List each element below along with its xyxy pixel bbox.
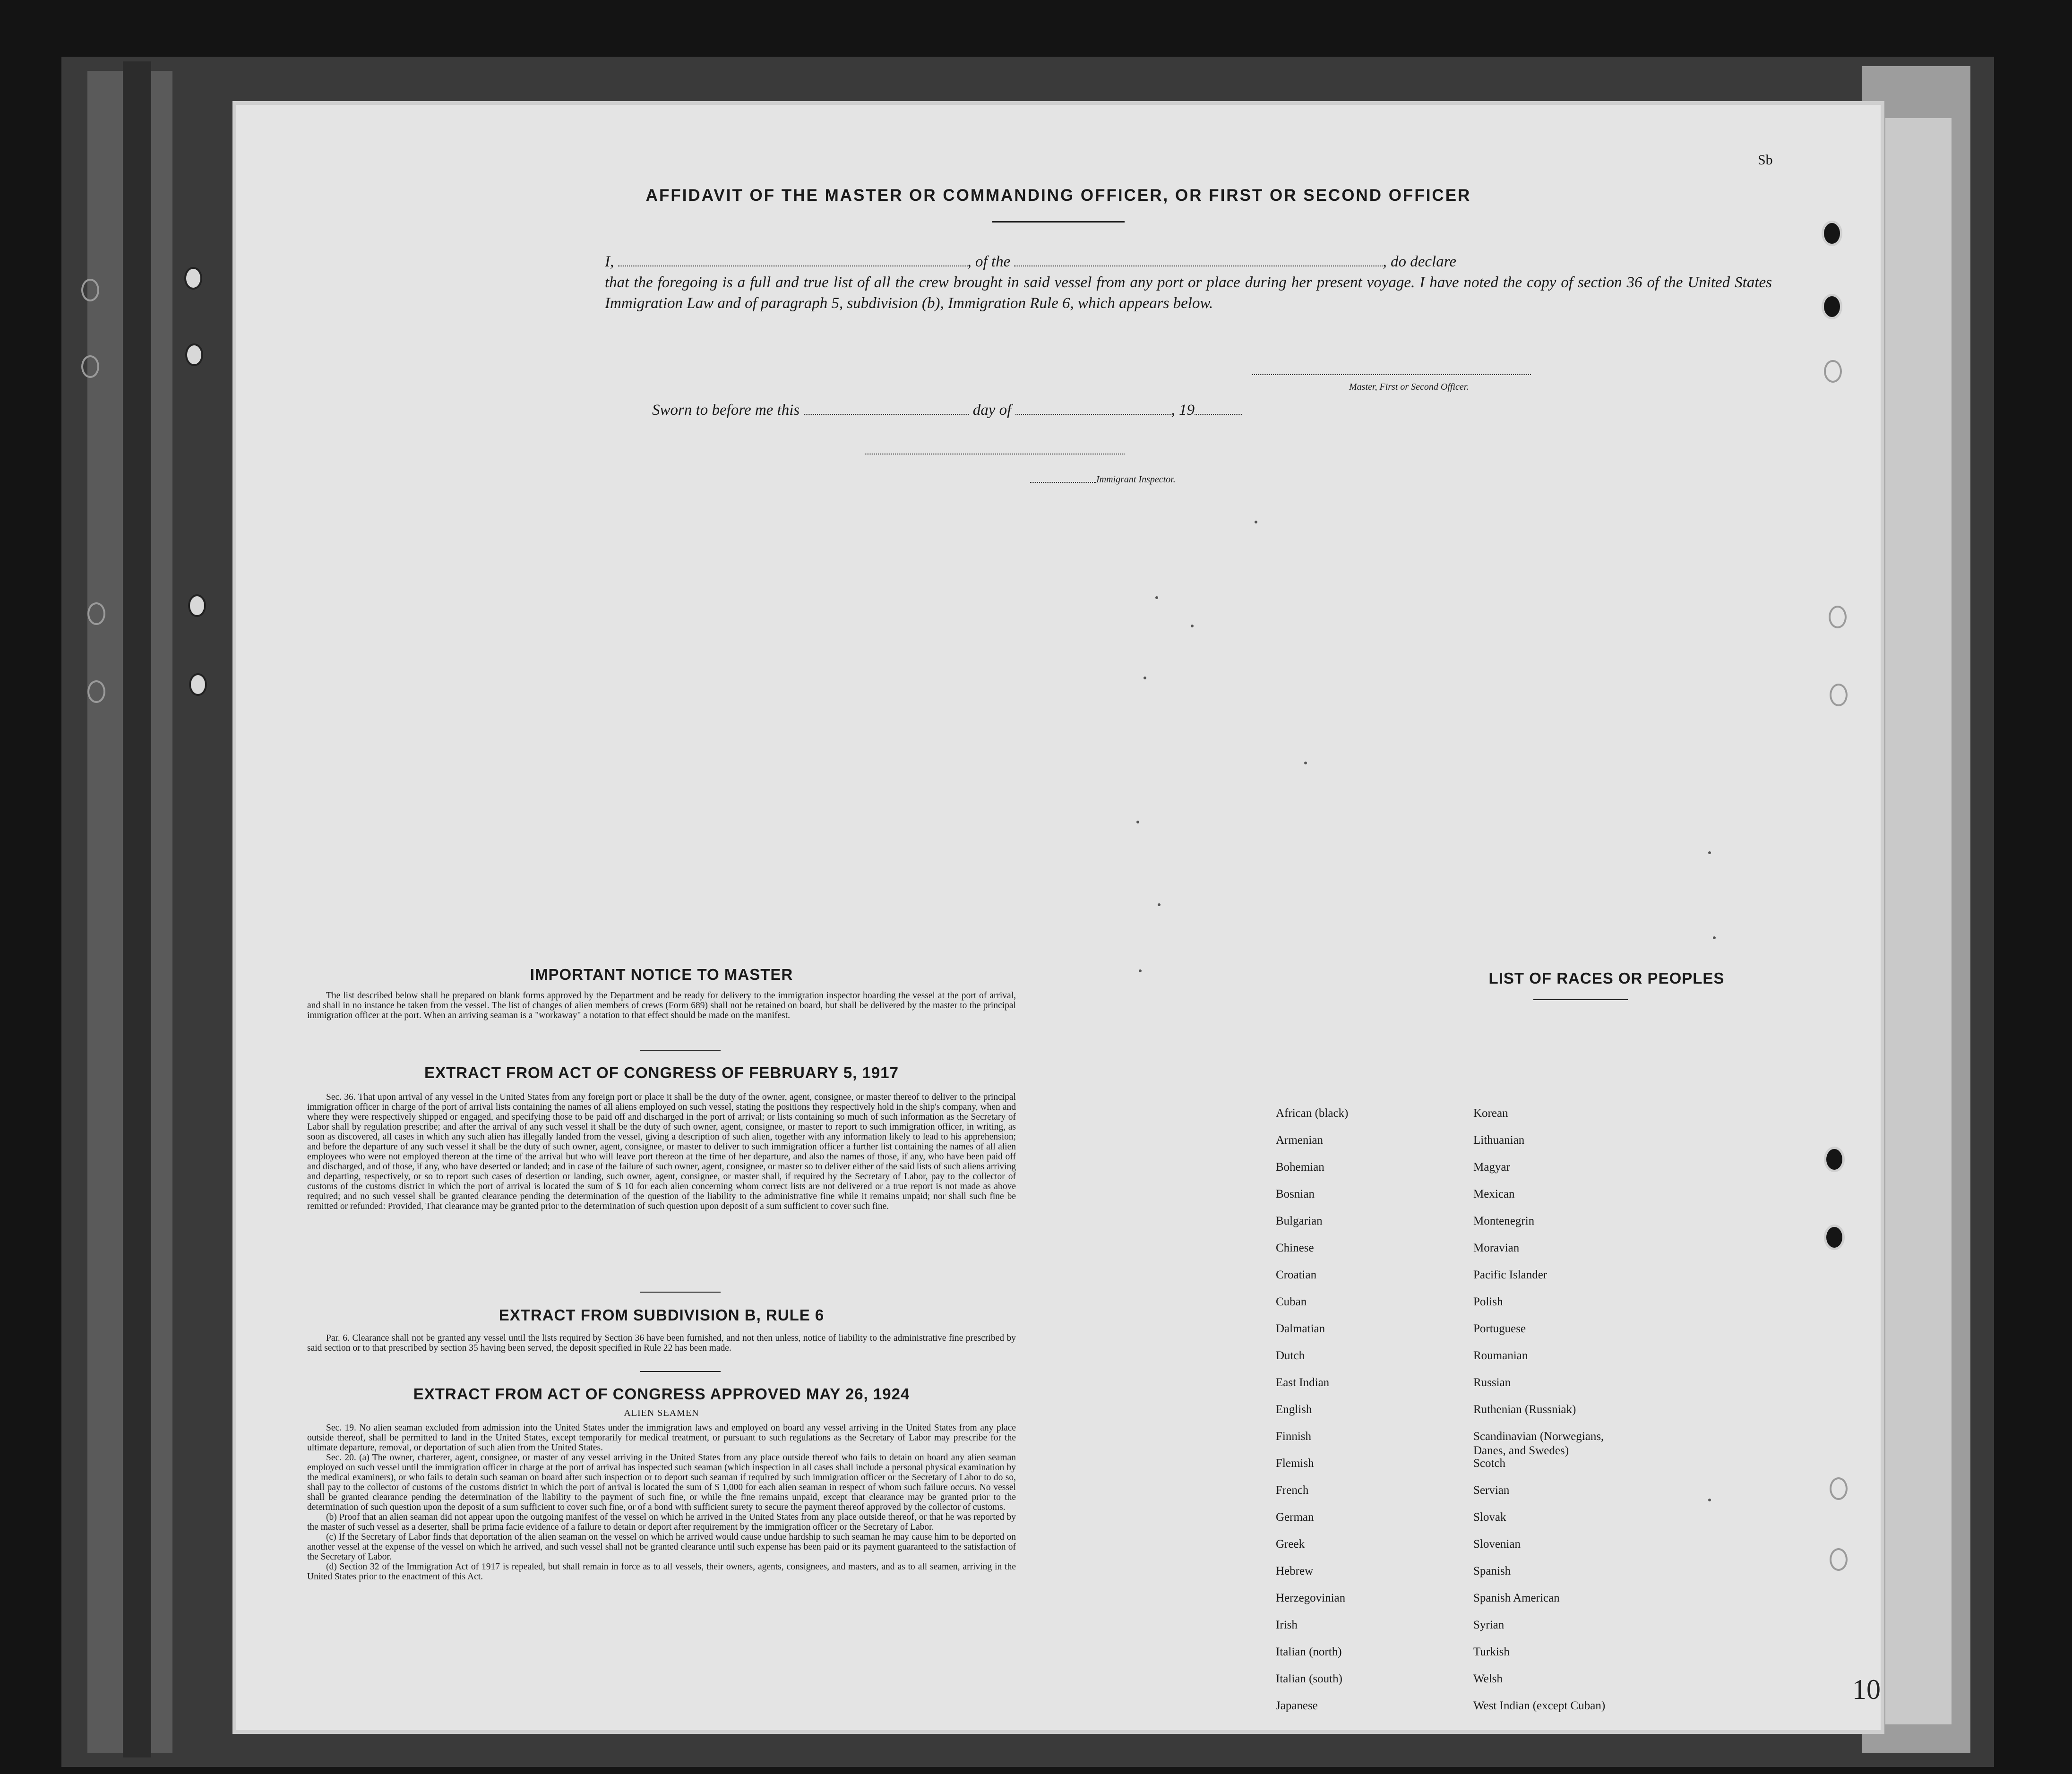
punch-hole <box>1822 221 1842 246</box>
race-item: German <box>1276 1511 1314 1524</box>
race-item: Bohemian <box>1276 1161 1324 1174</box>
binder-spine-shadow <box>123 61 151 1757</box>
punch-hole-outline <box>1829 606 1847 628</box>
scan-speck <box>1708 1499 1711 1501</box>
extract-1924-title: EXTRACT FROM ACT OF CONGRESS APPROVED MAY 26, 1924 <box>413 1385 910 1403</box>
punch-hole-outline <box>1824 360 1842 383</box>
race-item: Chinese <box>1276 1242 1314 1254</box>
races-left-column <box>1276 1106 1348 1726</box>
race-item: Turkish <box>1473 1645 1510 1658</box>
month-blank[interactable] <box>1015 403 1171 415</box>
race-item: Scotch <box>1473 1457 1506 1470</box>
race-item: East Indian <box>1276 1376 1330 1389</box>
punch-hole-outline <box>1830 1477 1848 1500</box>
scan-speck <box>1304 762 1307 764</box>
race-item: Russian <box>1473 1376 1511 1389</box>
scan-speck <box>1139 969 1142 972</box>
binder-ring <box>87 680 105 703</box>
notice-title: IMPORTANT NOTICE TO MASTER <box>530 966 793 983</box>
extract-1924-paragraph: (d) Section 32 of the Immigration Act of 1917 is repealed, but shall remain in force as to all vessels, their owners, agents, consignees, and masters, and as to all seamen, arriving in the United States prior to the enactment of this Act. <box>307 1562 1016 1582</box>
race-item: French <box>1276 1484 1309 1497</box>
inspector-caption: Immigrant Inspector. <box>1096 474 1176 485</box>
sworn-day: day of <box>972 402 1012 419</box>
race-item: West Indian (except Cuban) <box>1473 1699 1606 1712</box>
officer-caption: Master, First or Second Officer. <box>1349 382 1469 392</box>
page-number: 10 <box>1852 1674 1881 1705</box>
race-item: Slovak <box>1473 1511 1506 1524</box>
scan-speck <box>1136 821 1139 823</box>
vessel-blank[interactable] <box>1014 253 1383 266</box>
inspector-caption-leader <box>1030 482 1096 483</box>
name-blank[interactable] <box>618 253 968 266</box>
race-item: Bosnian <box>1276 1188 1315 1200</box>
extract-1924-paragraph: Sec. 19. No alien seaman excluded from admission into the United States under the immigration laws and employed on board any vessel arriving in the United States from any place outside thereof, shall be permitted to land in the United States, except temporarily for medical treatment, or pursuant to such regulations as the Secretary of Labor may prescribe for the ultimate departure, removal, or deportation of such alien from the United States. <box>307 1423 1016 1453</box>
race-item: Scandinavian (Norwegians, Danes, and Swedes) <box>1473 1430 1604 1457</box>
binder-ring <box>81 355 99 378</box>
race-item: Italian (south) <box>1276 1672 1342 1685</box>
race-item: Spanish American <box>1473 1592 1560 1604</box>
extract-1924-paragraph: Sec. 20. (a) The owner, charterer, agent, consignee, or master of any vessel arriving in the United States from any place outside thereof who fails to detain on board any alien seaman employed on such vessel until the immigration officer in charge at the port of arrival has inspected such seaman (which inspection in all cases shall include a personal physical examination by the medical examiners), or who fails to detain such seaman on board after such inspection or to deport such seaman if required by such immigration officer or the Secretary of Labor to do so, shall pay to the collector of customs of the customs district in which the port of arrival is located the sum of $ 1,000 for each alien seaman in respect of whom such failure occurs. No vessel shall be granted clearance pending the determination of the liability to the payment of such fine, or while the fine remains unpaid, except that clearance may be granted prior to the determination of such question upon the deposit of a sum sufficient to cover such fine, or of a bond with sufficient surety to secure the payment thereof approved by the collector of customs. <box>307 1453 1016 1512</box>
race-item: Montenegrin <box>1473 1215 1535 1227</box>
binder-ring <box>87 602 105 625</box>
binder-ring <box>185 343 203 366</box>
race-item: Moravian <box>1473 1242 1520 1254</box>
race-item: Flemish <box>1276 1457 1314 1470</box>
race-item: Welsh <box>1473 1672 1503 1685</box>
section-rule <box>640 1292 721 1293</box>
extract-1924-paragraph: (b) Proof that an alien seaman did not appear upon the outgoing manifest of the vessel on which he arrived in the United States from any place outside thereof, or that he was reported by the master of such vessel as a deserter, shall be prima facie evidence of a failure to detain or deport after requirement by the immigration officer or the Secretary of Labor. <box>307 1512 1016 1532</box>
underlying-sheet-edge <box>1885 118 1952 1724</box>
race-item: Italian (north) <box>1276 1645 1342 1658</box>
extract-rule6-paragraph: Par. 6. Clearance shall not be granted any vessel until the lists required by Section 36 have been furnished, and not then unless, notice of liability to the administrative fine prescribed by said section or to that prescribed by section 35 having been served, the deposit specified in Rule 22 has been made. <box>307 1333 1016 1353</box>
race-item: Dutch <box>1276 1349 1305 1362</box>
race-item: Japanese <box>1276 1699 1318 1712</box>
races-title: LIST OF RACES OR PEOPLES <box>1488 969 1725 987</box>
section-rule <box>640 1371 721 1372</box>
race-item: Croatian <box>1276 1268 1317 1281</box>
notice-paragraph: The list described below shall be prepared on blank forms approved by the Department and be ready for delivery to the immigration inspector boarding the vessel at the port of arrival, and shall in no instance be taken from the vessel. The list of changes of alien members of crews (Form 689) shall not be retained on board, but shall be delivered by the master to the principal immigration officer at the port. When an arriving seaman is a "workaway" a notation to that effect should be made on the manifest. <box>307 991 1016 1020</box>
corner-mark: Sb <box>1758 152 1773 168</box>
scan-speck <box>1708 851 1711 854</box>
race-item: English <box>1276 1403 1312 1416</box>
sworn-year: , 19 <box>1171 402 1195 419</box>
section-rule <box>640 1050 721 1051</box>
races-title-rule <box>1533 999 1628 1000</box>
races-right-column <box>1473 1106 1605 1726</box>
extract-1917-text <box>307 1092 1016 1211</box>
extract-1924-text <box>307 1423 1016 1582</box>
punch-hole <box>1824 1147 1845 1172</box>
race-item: Korean <box>1473 1107 1508 1120</box>
affidavit-title: AFFIDAVIT OF THE MASTER OR COMMANDING OFFICER, OR FIRST OR SECOND OFFICER <box>645 186 1471 205</box>
officer-signature-line[interactable] <box>1252 374 1531 375</box>
race-item: Polish <box>1473 1295 1503 1308</box>
extract-rule6-title: EXTRACT FROM SUBDIVISION B, RULE 6 <box>499 1306 825 1324</box>
declaration-i: I, <box>605 253 614 270</box>
extract-1917-title: EXTRACT FROM ACT OF CONGRESS OF FEBRUARY 5, 1917 <box>424 1064 899 1081</box>
race-item: Mexican <box>1473 1188 1515 1200</box>
sworn-line <box>652 402 1242 419</box>
race-item: Roumanian <box>1473 1349 1528 1362</box>
race-item: Syrian <box>1473 1619 1505 1631</box>
scan-speck <box>1713 936 1716 939</box>
race-item: Hebrew <box>1276 1565 1314 1577</box>
race-item: Bulgarian <box>1276 1215 1323 1227</box>
declaration-of: , of the <box>967 253 1011 270</box>
punch-hole-outline <box>1830 684 1848 706</box>
race-item: Irish <box>1276 1619 1298 1631</box>
scan-speck <box>1158 903 1161 906</box>
race-item: Lithuanian <box>1473 1134 1525 1147</box>
binder-ring <box>81 279 99 301</box>
extract-1917-paragraph: Sec. 36. That upon arrival of any vessel in the United States from any foreign port or place it shall be the duty of the owner, agent, consignee, or master thereof to deliver to the principal immigration officer in charge of the port of arrival lists containing the names of all aliens employed on such vessel, stating the positions they respectively hold in the ship's company, when and where they were respectively shipped or engaged, and specifying those to be paid off and discharged in the port of arrival; or lists containing so much of such information as the Secretary of Labor shall by regulation prescribe; and after the arrival of any such vessel it shall be the duty of such owner, agent, consignee, or master to report to such immigration officer, in writing, as soon as discovered, all cases in which any such alien has illegally landed from the vessel, giving a description of such alien, together with any information likely to lead to his apprehension; and before the departure of any such vessel it shall be the duty of such owner, agent, consignee, or master to deliver to such immigration officer a further list containing the names of all alien employees who were not employed thereon at the time of the arrival but who will leave port thereon at the time of her departure, and also the names of those, if any, who have been paid off and discharged, and of those, if any, who have deserted or landed; and in case of the failure of such owner, agent, consignee, or master so to deliver either of the said lists of such aliens arriving and departing, respectively, or so to report such cases of desertion or landing, such owner, agent, consignee, or master shall, if required by the Secretary of Labor, pay to the collector of customs of the customs district in which the port of arrival is located the sum of $ 10 for each alien concerning whom correct lists are not delivered or a true report is not made as above required; and no such vessel shall be granted clearance pending the determination of the question of the liability to the administrative fine while it remains unpaid; nor shall such fine be remitted or refunded: Provided, That clearance may be granted prior to the determination of such question upon deposit of a sum sufficient to cover such fine. <box>307 1092 1016 1211</box>
race-item: Armenian <box>1276 1134 1323 1147</box>
extract-1924-subtitle: ALIEN SEAMEN <box>624 1408 699 1418</box>
scan-speck <box>1191 625 1194 627</box>
race-item: Ruthenian (Russniak) <box>1473 1403 1576 1416</box>
race-item: Slovenian <box>1473 1538 1521 1551</box>
race-item: Dalmatian <box>1276 1322 1325 1335</box>
race-item: Herzegovinian <box>1276 1592 1346 1604</box>
race-item: Greek <box>1276 1538 1305 1551</box>
extract-rule6-text <box>307 1333 1016 1353</box>
race-item: Pacific Islander <box>1473 1268 1548 1281</box>
notice-text <box>307 991 1016 1020</box>
declaration-body: that the foregoing is a full and true list of all the crew brought in said vessel from any port or place during her present voyage. I have noted the copy of section 36 of the United States Immigration Law and of paragraph 5, subdivision (b), Immigration Rule 6, which appears below. <box>605 274 1772 312</box>
binder-ring <box>184 267 202 290</box>
scan-speck <box>1255 521 1257 523</box>
scan-speck <box>1155 596 1158 599</box>
race-item: African (black) <box>1276 1107 1349 1120</box>
race-item: Spanish <box>1473 1565 1511 1577</box>
declaration-declare: , do declare <box>1383 253 1456 270</box>
race-item: Cuban <box>1276 1295 1307 1308</box>
day-blank[interactable] <box>804 403 969 415</box>
affidavit-declaration <box>605 251 1772 314</box>
title-rule <box>992 221 1125 223</box>
year-blank[interactable] <box>1195 403 1242 415</box>
sworn-prefix: Sworn to before me this <box>652 402 800 419</box>
race-item: Magyar <box>1473 1161 1510 1174</box>
race-item: Servian <box>1473 1484 1510 1497</box>
binder-ring <box>189 673 207 696</box>
binder-ring <box>188 594 206 617</box>
punch-hole <box>1822 294 1842 319</box>
extract-1924-paragraph: (c) If the Secretary of Labor finds that deportation of the alien seaman on the vessel on which he arrived would cause undue hardship to such seaman he may cause him to be deported on another vessel at the expense of the vessel on which he arrived, and such vessel shall not be granted clearance until such expense has been paid or its payment guaranteed to the satisfaction of the Secretary of Labor. <box>307 1532 1016 1562</box>
document-page <box>236 105 1881 1730</box>
punch-hole-outline <box>1830 1548 1848 1571</box>
race-item: Portuguese <box>1473 1322 1526 1335</box>
scan-speck <box>1143 677 1146 679</box>
punch-hole <box>1824 1225 1845 1250</box>
race-item: Finnish <box>1276 1430 1312 1443</box>
